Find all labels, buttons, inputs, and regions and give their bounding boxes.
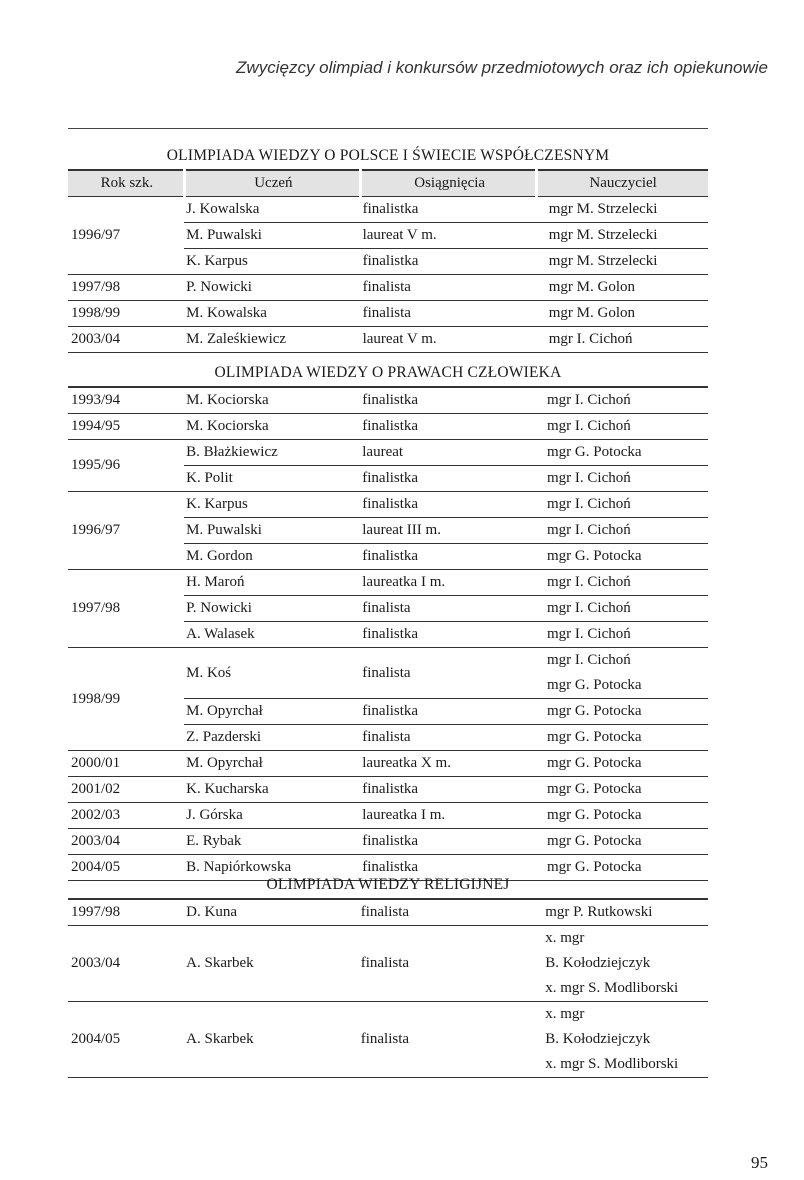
cell-teacher: mgr G. Potocka xyxy=(547,833,642,849)
cell-teacher: mgr I. Cichoń xyxy=(547,470,631,486)
cell-student: M. Puwalski xyxy=(184,223,360,249)
cell-student: E. Rybak xyxy=(186,833,242,849)
cell-achievement: finalistka xyxy=(362,833,419,849)
table-row xyxy=(68,414,708,440)
cell-achievement: finalistka xyxy=(362,392,419,408)
table-row xyxy=(68,440,708,466)
cell-teacher: mgr I. Cichoń xyxy=(535,518,708,544)
header-uczen: Uczeń xyxy=(184,170,360,197)
cell-achievement: laureatka I m. xyxy=(362,807,446,823)
cell-year: 2001/02 xyxy=(71,781,121,797)
cell-teacher: mgr I. Cichoń xyxy=(535,492,708,518)
cell-year: 1994/95 xyxy=(71,418,121,434)
cell-year: 2003/04 xyxy=(71,331,121,347)
cell-teacher: mgr G. Potocka xyxy=(547,755,642,771)
table-header xyxy=(68,170,708,197)
cell-teacher: mgr M. Golon xyxy=(548,305,635,321)
header-rok: Rok szk. xyxy=(68,170,184,197)
cell-student: M. Puwalski xyxy=(184,518,360,544)
cell-year: 1998/99 xyxy=(71,305,121,321)
cell-student: B. Napiórkowska xyxy=(186,859,292,875)
cell-teacher: mgr I. Cichoń xyxy=(547,418,631,434)
table-section-3 xyxy=(68,898,708,1078)
cell-student: M. Zaleśkiewicz xyxy=(186,331,287,347)
cell-achievement: finalistka xyxy=(362,781,419,797)
cell-student: Z. Pazderski xyxy=(186,729,262,745)
cell-student: M. Koś xyxy=(184,648,360,699)
cell-year: 2002/03 xyxy=(71,807,121,823)
cell-teacher: mgr I. Cichoń xyxy=(548,331,633,347)
table-row xyxy=(68,899,708,926)
table-row xyxy=(68,301,708,327)
table-row xyxy=(68,327,708,353)
cell-teacher: mgr M. Strzelecki xyxy=(537,197,708,223)
cell-teacher: mgr M. Golon xyxy=(548,279,635,295)
cell-achievement: finalistka xyxy=(360,699,535,725)
cell-student: M. Gordon xyxy=(186,548,253,564)
table-row xyxy=(68,197,708,223)
table-section-1 xyxy=(68,169,708,353)
running-header: Zwycięzcy olimpiad i konkursów przedmiotowych oraz ich opiekunowie xyxy=(236,58,768,77)
cell-achievement: finalistka xyxy=(360,492,535,518)
cell-year: 2003/04 xyxy=(71,955,121,971)
cell-student: D. Kuna xyxy=(186,904,237,920)
cell-year: 2003/04 xyxy=(71,833,121,849)
cell-student: H. Maroń xyxy=(184,570,360,596)
cell-teacher: mgr M. Strzelecki xyxy=(548,253,658,269)
cell-achievement: finalistka xyxy=(362,253,419,269)
table-row xyxy=(68,570,708,596)
cell-student: P. Nowicki xyxy=(186,279,252,295)
cell-student: A. Skarbek xyxy=(186,1031,254,1047)
page-number: 95 xyxy=(751,1153,768,1172)
section-title-1: OLIMPIADA WIEDZY O POLSCE I ŚWIECIE WSPÓŁCZESNYM xyxy=(166,147,610,164)
table-row xyxy=(68,751,708,777)
cell-achievement: finalista xyxy=(360,596,535,622)
cell-achievement: finalista xyxy=(360,904,410,920)
cell-teacher: x. mgr B. Kołodziejczyk x. mgr S. Modliborski xyxy=(545,1006,679,1072)
cell-year: 2004/05 xyxy=(71,1031,121,1047)
table-row xyxy=(68,777,708,803)
cell-teacher: mgr G. Potocka xyxy=(547,807,642,823)
cell-student: A. Skarbek xyxy=(186,955,254,971)
cell-achievement: finalista xyxy=(362,279,411,295)
section-title-2: OLIMPIADA WIEDZY O PRAWACH CZŁOWIEKA xyxy=(214,364,562,381)
cell-achievement: finalistka xyxy=(362,470,419,486)
cell-teacher: mgr G. Potocka xyxy=(547,781,642,797)
cell-achievement: laureatka I m. xyxy=(360,570,535,596)
cell-achievement: finalista xyxy=(362,729,411,745)
cell-student: P. Nowicki xyxy=(184,596,360,622)
cell-student: M. Opyrchał xyxy=(184,699,360,725)
cell-year: 1997/98 xyxy=(71,904,121,920)
cell-student: K. Kucharska xyxy=(186,781,269,797)
cell-achievement: finalistka xyxy=(362,626,419,642)
cell-teacher: mgr I. Cichoń xyxy=(535,570,708,596)
cell-year: 1993/94 xyxy=(71,392,121,408)
cell-year: 1997/98 xyxy=(68,570,184,648)
cell-student: M. Opyrchał xyxy=(186,755,263,771)
cell-student: J. Kowalska xyxy=(184,197,360,223)
table-row xyxy=(68,1002,708,1078)
cell-teacher: mgr P. Rutkowski xyxy=(545,904,653,920)
cell-student: J. Górska xyxy=(186,807,243,823)
cell-teacher: mgr G. Potocka xyxy=(535,699,708,725)
table-row xyxy=(68,926,708,1002)
cell-teacher: mgr I. Cichoń xyxy=(535,596,708,622)
table-section-2 xyxy=(68,386,708,881)
header-nauczyciel: Nauczyciel xyxy=(537,170,708,197)
cell-student: M. Kociorska xyxy=(186,392,269,408)
cell-year: 1998/99 xyxy=(68,648,184,751)
cell-achievement: laureat V m. xyxy=(361,223,537,249)
table-row xyxy=(68,803,708,829)
cell-achievement: finalista xyxy=(360,955,410,971)
cell-achievement: finalista xyxy=(360,648,535,699)
cell-teacher: mgr I. Cichoń xyxy=(547,392,631,408)
cell-achievement: finalistka xyxy=(362,418,419,434)
cell-teacher: mgr G. Potocka xyxy=(547,729,642,745)
cell-year: 1995/96 xyxy=(68,440,184,492)
cell-achievement: laureat xyxy=(360,440,535,466)
section-title-3: OLIMPIADA WIEDZY RELIGIJNEJ xyxy=(266,876,510,893)
table-row xyxy=(68,387,708,414)
cell-year: 1996/97 xyxy=(68,197,184,275)
cell-teacher: mgr M. Strzelecki xyxy=(537,223,708,249)
table-row xyxy=(68,648,708,699)
cell-teacher: mgr G. Potocka xyxy=(547,859,642,875)
cell-student: K. Karpus xyxy=(184,492,360,518)
cell-teacher: mgr I. Cichoń mgr G. Potocka xyxy=(535,648,708,699)
header-osiagniecia: Osiągnięcia xyxy=(361,170,537,197)
cell-achievement: finalistka xyxy=(362,548,419,564)
cell-achievement: finalistka xyxy=(362,859,419,875)
cell-teacher: mgr G. Potocka xyxy=(547,548,642,564)
cell-year: 2004/05 xyxy=(71,859,121,875)
cell-year: 1996/97 xyxy=(68,492,184,570)
cell-teacher: mgr I. Cichoń xyxy=(547,626,631,642)
table-row xyxy=(68,829,708,855)
table-row xyxy=(68,275,708,301)
top-rule xyxy=(68,128,708,129)
cell-teacher: mgr G. Potocka xyxy=(535,440,708,466)
cell-year: 2000/01 xyxy=(71,755,121,771)
cell-student: M. Kociorska xyxy=(186,418,269,434)
table-row xyxy=(68,492,708,518)
cell-achievement: laureatka X m. xyxy=(362,755,451,771)
cell-achievement: laureat III m. xyxy=(360,518,535,544)
cell-achievement: finalistka xyxy=(361,197,537,223)
cell-achievement: laureat V m. xyxy=(362,331,437,347)
cell-achievement: finalista xyxy=(360,1031,410,1047)
cell-student: B. Błażkiewicz xyxy=(184,440,360,466)
cell-student: A. Walasek xyxy=(186,626,255,642)
cell-student: K. Karpus xyxy=(186,253,248,269)
cell-teacher: x. mgr B. Kołodziejczyk x. mgr S. Modliborski xyxy=(545,930,679,996)
cell-achievement: finalista xyxy=(362,305,411,321)
cell-year: 1997/98 xyxy=(71,279,121,295)
cell-student: M. Kowalska xyxy=(186,305,267,321)
cell-student: K. Polit xyxy=(186,470,233,486)
